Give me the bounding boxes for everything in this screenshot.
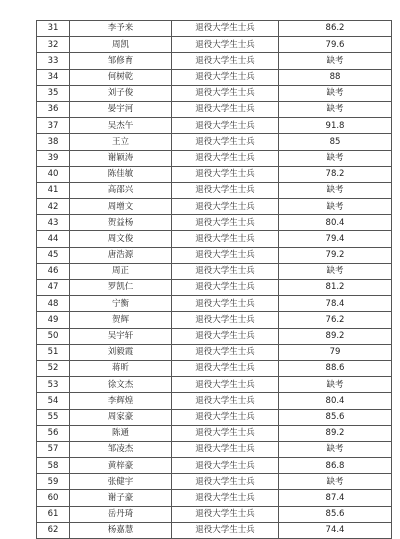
score-cell: 89.2 xyxy=(279,425,392,441)
row-number-cell: 39 xyxy=(37,150,70,166)
table-row xyxy=(37,409,392,425)
table-row xyxy=(37,166,392,182)
row-number-cell: 60 xyxy=(37,490,70,506)
table-row xyxy=(37,312,392,328)
candidate-name-cell: 黄梓豪 xyxy=(70,458,172,474)
row-number-cell: 53 xyxy=(37,377,70,393)
category-cell: 退役大学生士兵 xyxy=(172,506,279,522)
category-cell: 退役大学生士兵 xyxy=(172,166,279,182)
candidate-name-cell: 周增文 xyxy=(70,199,172,215)
score-cell: 缺考 xyxy=(279,101,392,117)
row-number-cell: 58 xyxy=(37,458,70,474)
table-row xyxy=(37,182,392,198)
row-number-cell: 56 xyxy=(37,425,70,441)
candidate-name-cell: 陈通 xyxy=(70,425,172,441)
category-cell: 退役大学生士兵 xyxy=(172,344,279,360)
row-number-cell: 42 xyxy=(37,199,70,215)
row-number-cell: 35 xyxy=(37,85,70,101)
score-table xyxy=(36,20,392,539)
table-row xyxy=(37,377,392,393)
category-cell: 退役大学生士兵 xyxy=(172,199,279,215)
row-number-cell: 38 xyxy=(37,134,70,150)
category-cell: 退役大学生士兵 xyxy=(172,263,279,279)
score-cell: 79.6 xyxy=(279,37,392,53)
table-row xyxy=(37,53,392,69)
table-row xyxy=(37,118,392,134)
candidate-name-cell: 刘子俊 xyxy=(70,85,172,101)
score-cell: 89.2 xyxy=(279,328,392,344)
table-row xyxy=(37,101,392,117)
candidate-name-cell: 贺益杨 xyxy=(70,215,172,231)
score-table-container xyxy=(36,20,392,539)
score-cell: 缺考 xyxy=(279,377,392,393)
category-cell: 退役大学生士兵 xyxy=(172,522,279,538)
candidate-name-cell: 李辉煌 xyxy=(70,393,172,409)
score-cell: 缺考 xyxy=(279,199,392,215)
category-cell: 退役大学生士兵 xyxy=(172,296,279,312)
candidate-name-cell: 周家豪 xyxy=(70,409,172,425)
table-row xyxy=(37,506,392,522)
category-cell: 退役大学生士兵 xyxy=(172,409,279,425)
score-cell: 85.6 xyxy=(279,409,392,425)
score-cell: 81.2 xyxy=(279,280,392,296)
table-row xyxy=(37,134,392,150)
category-cell: 退役大学生士兵 xyxy=(172,490,279,506)
table-row xyxy=(37,458,392,474)
score-cell: 缺考 xyxy=(279,263,392,279)
row-number-cell: 54 xyxy=(37,393,70,409)
row-number-cell: 37 xyxy=(37,118,70,134)
category-cell: 退役大学生士兵 xyxy=(172,360,279,376)
category-cell: 退役大学生士兵 xyxy=(172,474,279,490)
table-row xyxy=(37,296,392,312)
score-cell: 76.2 xyxy=(279,312,392,328)
table-row xyxy=(37,490,392,506)
candidate-name-cell: 罗凯仁 xyxy=(70,280,172,296)
candidate-name-cell: 邹凌杰 xyxy=(70,441,172,457)
score-cell: 缺考 xyxy=(279,474,392,490)
row-number-cell: 34 xyxy=(37,69,70,85)
row-number-cell: 49 xyxy=(37,312,70,328)
row-number-cell: 33 xyxy=(37,53,70,69)
score-cell: 87.4 xyxy=(279,490,392,506)
category-cell: 退役大学生士兵 xyxy=(172,328,279,344)
score-cell: 79 xyxy=(279,344,392,360)
table-row xyxy=(37,199,392,215)
category-cell: 退役大学生士兵 xyxy=(172,393,279,409)
table-row xyxy=(37,344,392,360)
candidate-name-cell: 周文俊 xyxy=(70,231,172,247)
candidate-name-cell: 宁衡 xyxy=(70,296,172,312)
row-number-cell: 44 xyxy=(37,231,70,247)
category-cell: 退役大学生士兵 xyxy=(172,182,279,198)
row-number-cell: 31 xyxy=(37,21,70,37)
score-cell: 74.4 xyxy=(279,522,392,538)
candidate-name-cell: 晏宇河 xyxy=(70,101,172,117)
row-number-cell: 50 xyxy=(37,328,70,344)
row-number-cell: 52 xyxy=(37,360,70,376)
candidate-name-cell: 陈佳敏 xyxy=(70,166,172,182)
candidate-name-cell: 高邵兴 xyxy=(70,182,172,198)
table-row xyxy=(37,522,392,538)
score-cell: 缺考 xyxy=(279,441,392,457)
table-row xyxy=(37,231,392,247)
score-cell: 86.2 xyxy=(279,21,392,37)
candidate-name-cell: 周正 xyxy=(70,263,172,279)
score-cell: 88.6 xyxy=(279,360,392,376)
table-row xyxy=(37,474,392,490)
row-number-cell: 36 xyxy=(37,101,70,117)
category-cell: 退役大学生士兵 xyxy=(172,231,279,247)
category-cell: 退役大学生士兵 xyxy=(172,21,279,37)
candidate-name-cell: 张健宇 xyxy=(70,474,172,490)
table-row xyxy=(37,263,392,279)
candidate-name-cell: 谢颖涛 xyxy=(70,150,172,166)
category-cell: 退役大学生士兵 xyxy=(172,150,279,166)
category-cell: 退役大学生士兵 xyxy=(172,101,279,117)
candidate-name-cell: 吴杰午 xyxy=(70,118,172,134)
category-cell: 退役大学生士兵 xyxy=(172,85,279,101)
candidate-name-cell: 蒋昕 xyxy=(70,360,172,376)
table-row xyxy=(37,69,392,85)
candidate-name-cell: 刘毅霞 xyxy=(70,344,172,360)
row-number-cell: 43 xyxy=(37,215,70,231)
category-cell: 退役大学生士兵 xyxy=(172,377,279,393)
score-cell: 91.8 xyxy=(279,118,392,134)
score-cell: 79.4 xyxy=(279,231,392,247)
table-row xyxy=(37,441,392,457)
category-cell: 退役大学生士兵 xyxy=(172,53,279,69)
row-number-cell: 40 xyxy=(37,166,70,182)
score-cell: 80.4 xyxy=(279,215,392,231)
row-number-cell: 41 xyxy=(37,182,70,198)
score-cell: 85.6 xyxy=(279,506,392,522)
row-number-cell: 59 xyxy=(37,474,70,490)
candidate-name-cell: 周凯 xyxy=(70,37,172,53)
category-cell: 退役大学生士兵 xyxy=(172,312,279,328)
score-cell: 缺考 xyxy=(279,182,392,198)
score-cell: 80.4 xyxy=(279,393,392,409)
row-number-cell: 32 xyxy=(37,37,70,53)
category-cell: 退役大学生士兵 xyxy=(172,215,279,231)
table-row xyxy=(37,360,392,376)
table-row xyxy=(37,328,392,344)
category-cell: 退役大学生士兵 xyxy=(172,441,279,457)
category-cell: 退役大学生士兵 xyxy=(172,134,279,150)
table-row xyxy=(37,150,392,166)
table-row xyxy=(37,85,392,101)
category-cell: 退役大学生士兵 xyxy=(172,37,279,53)
score-cell: 缺考 xyxy=(279,150,392,166)
row-number-cell: 45 xyxy=(37,247,70,263)
category-cell: 退役大学生士兵 xyxy=(172,69,279,85)
score-cell: 88 xyxy=(279,69,392,85)
category-cell: 退役大学生士兵 xyxy=(172,425,279,441)
score-cell: 缺考 xyxy=(279,85,392,101)
table-row xyxy=(37,393,392,409)
category-cell: 退役大学生士兵 xyxy=(172,458,279,474)
table-row xyxy=(37,247,392,263)
score-cell: 85 xyxy=(279,134,392,150)
candidate-name-cell: 贺辉 xyxy=(70,312,172,328)
candidate-name-cell: 何树乾 xyxy=(70,69,172,85)
candidate-name-cell: 徐文杰 xyxy=(70,377,172,393)
candidate-name-cell: 邹修育 xyxy=(70,53,172,69)
category-cell: 退役大学生士兵 xyxy=(172,247,279,263)
row-number-cell: 47 xyxy=(37,280,70,296)
score-cell: 86.8 xyxy=(279,458,392,474)
score-cell: 缺考 xyxy=(279,53,392,69)
row-number-cell: 62 xyxy=(37,522,70,538)
category-cell: 退役大学生士兵 xyxy=(172,280,279,296)
score-cell: 79.2 xyxy=(279,247,392,263)
candidate-name-cell: 岳丹琦 xyxy=(70,506,172,522)
score-table-body xyxy=(37,21,392,539)
candidate-name-cell: 王立 xyxy=(70,134,172,150)
candidate-name-cell: 唐浩源 xyxy=(70,247,172,263)
row-number-cell: 51 xyxy=(37,344,70,360)
table-row xyxy=(37,425,392,441)
table-row xyxy=(37,37,392,53)
score-cell: 78.4 xyxy=(279,296,392,312)
candidate-name-cell: 吴宇轩 xyxy=(70,328,172,344)
candidate-name-cell: 谢子豪 xyxy=(70,490,172,506)
candidate-name-cell: 李予来 xyxy=(70,21,172,37)
row-number-cell: 46 xyxy=(37,263,70,279)
score-cell: 78.2 xyxy=(279,166,392,182)
table-row xyxy=(37,280,392,296)
row-number-cell: 55 xyxy=(37,409,70,425)
category-cell: 退役大学生士兵 xyxy=(172,118,279,134)
candidate-name-cell: 杨嘉慧 xyxy=(70,522,172,538)
row-number-cell: 57 xyxy=(37,441,70,457)
table-row xyxy=(37,21,392,37)
row-number-cell: 61 xyxy=(37,506,70,522)
table-row xyxy=(37,215,392,231)
row-number-cell: 48 xyxy=(37,296,70,312)
